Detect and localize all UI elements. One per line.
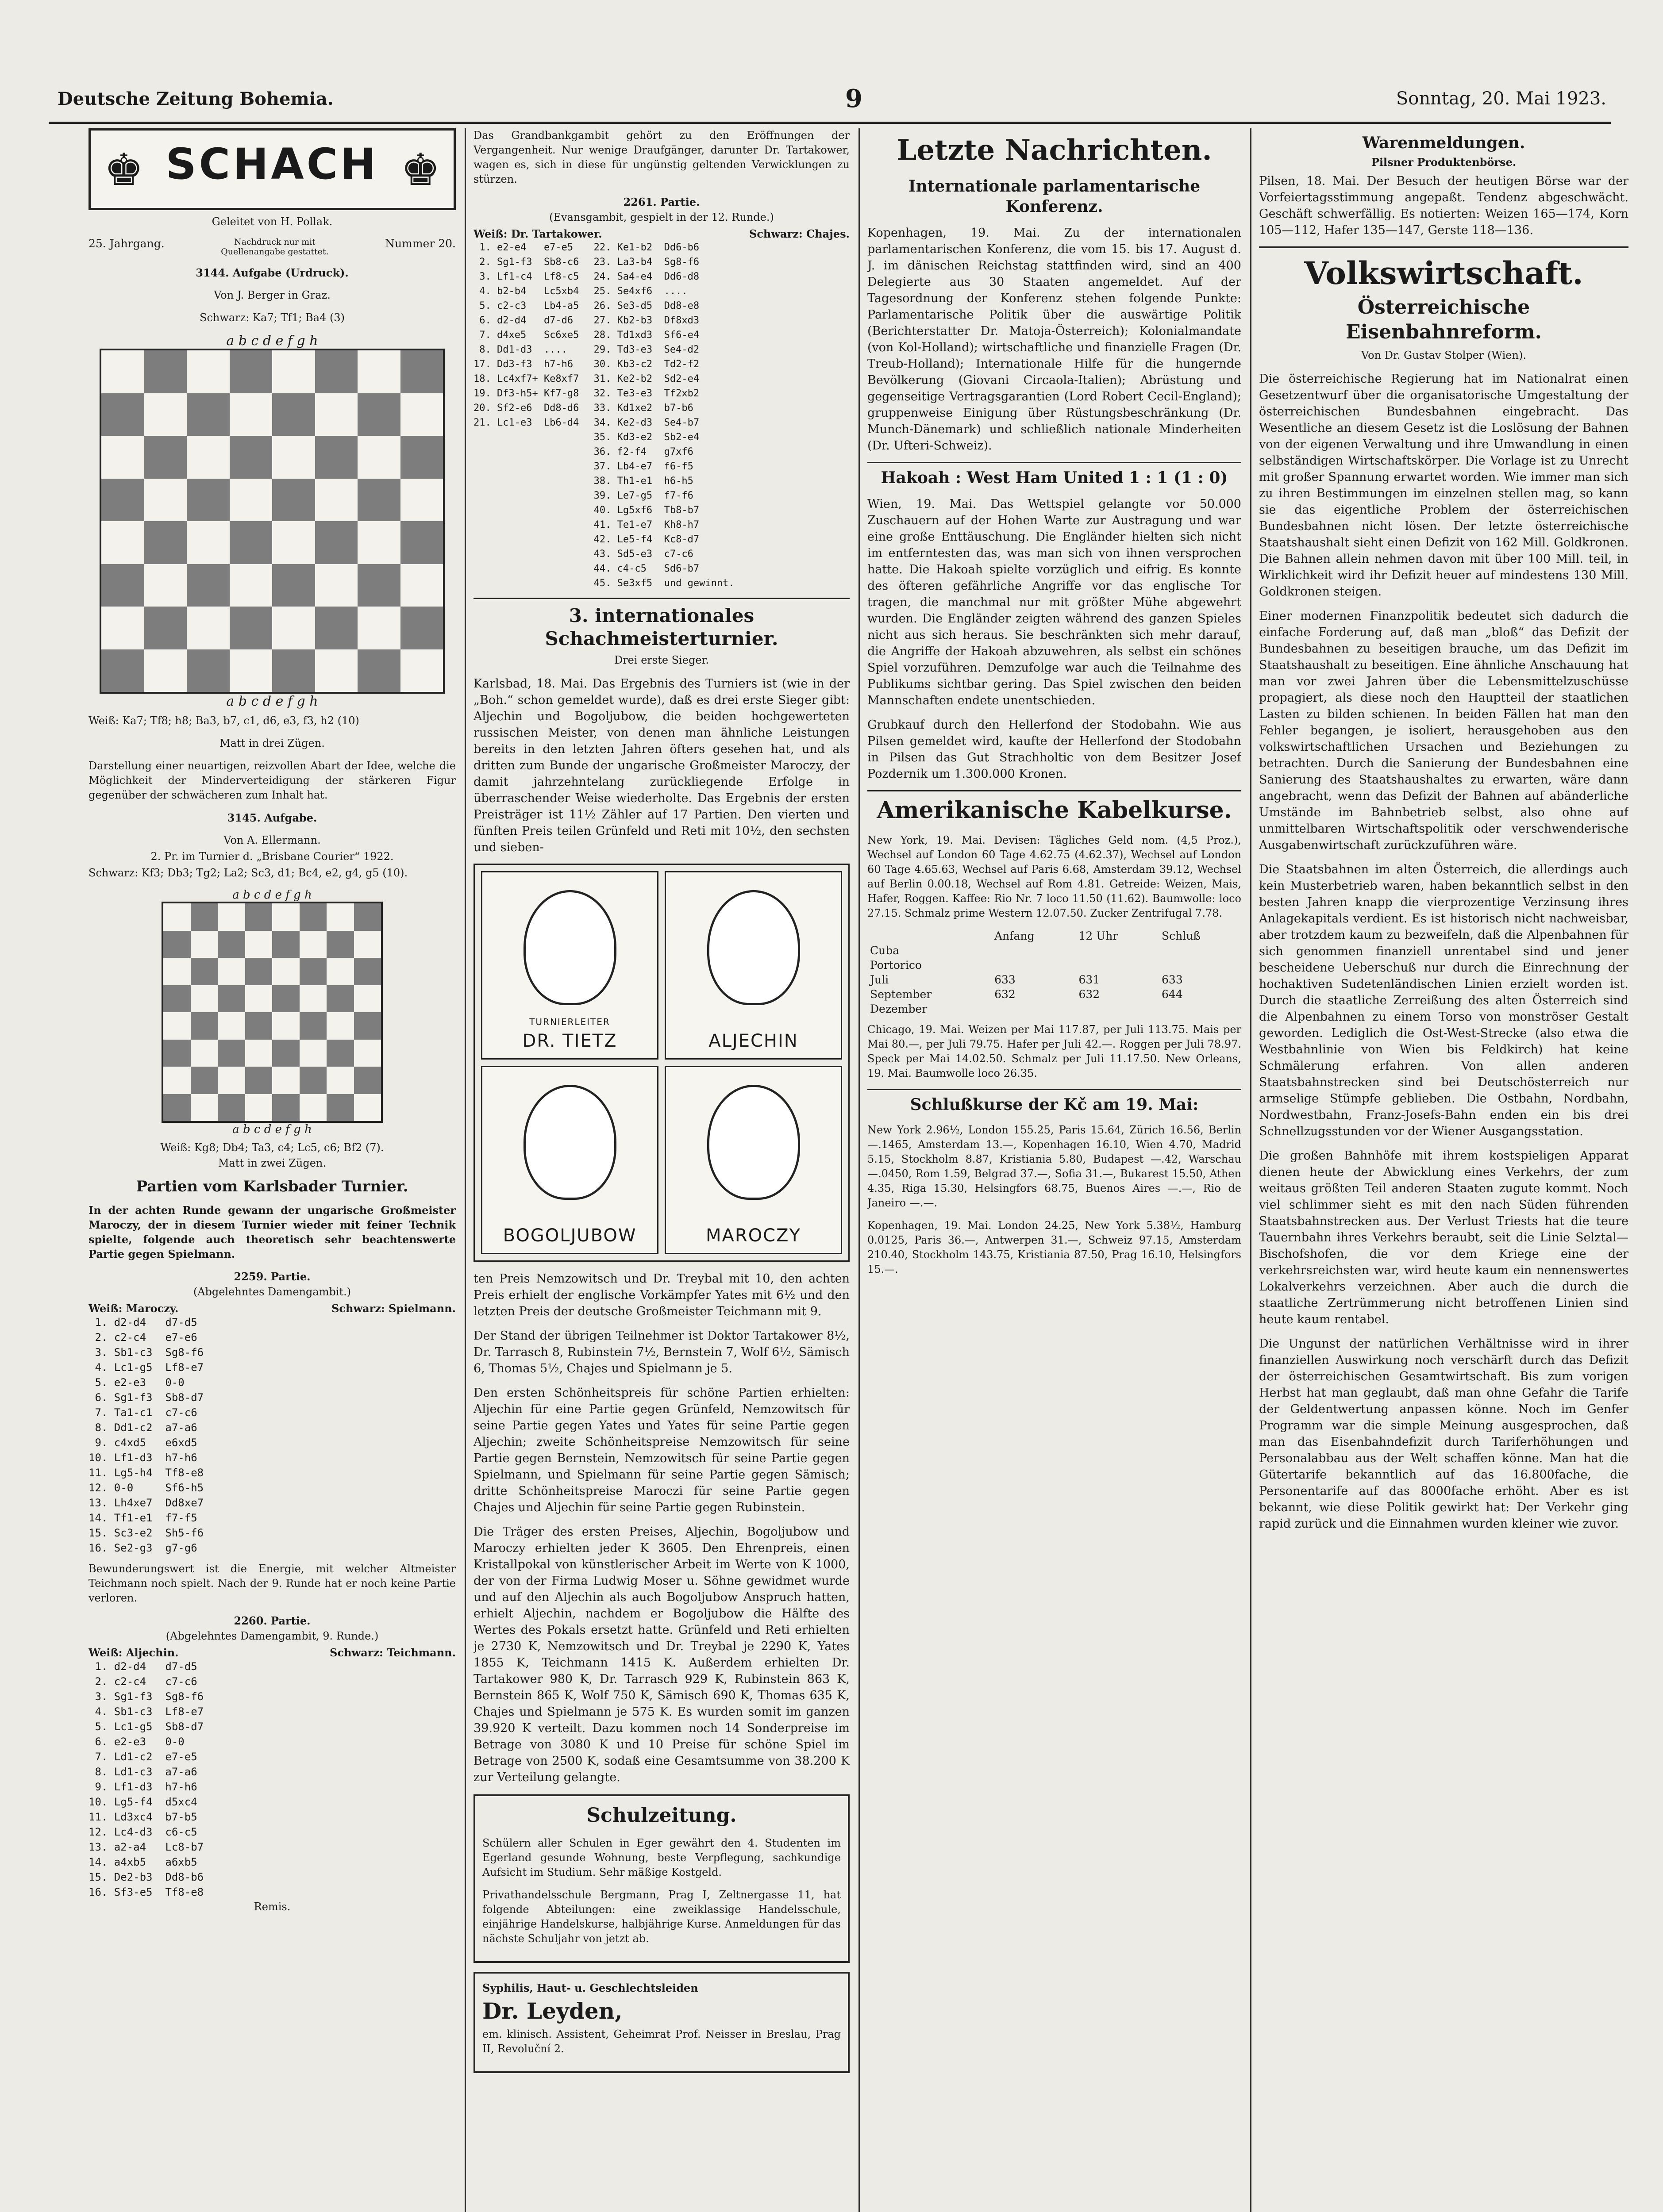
train-text: Grubkauf durch den Hellerfond der Stodobahn. Wie aus Pilsen gemeldet wird, kaufte der Hellerfond der Stodobahn in Pilsen das Gut Strachholtic von dem Besitzer Josef Pozdernik um 1.300.000 Kronen. [867,718,1241,781]
problem-title: 3145. Aufgabe. [227,811,317,824]
reprint-note: Nachdruck nur mit Quellenangabe gestattet. [221,237,329,257]
board-square [315,350,358,393]
article-text: Karlsbad, 18. Mai. Das Ergebnis des Turniers ist (wie in der „Boh.“ schon gemeldet wurde), daß es drei erste Sieger gibt: Aljechin und Bogoljubow, die beiden hochgewerteten russischen Meister, von denen man ähnliche Leistungen bereits in den letzten Jahren öfters gesehen hat, und als dritten zum Bunde der ungarische Großmeister Maroczy, der damit jahrzehntelang zurückliegende Erfolge in überraschender Weise wiederholte. Das Ergebnis der ersten Preisträger ist 11½ Zähler auf 17 Partien. Den vierten und fünften Preis teilen Grünfeld und Reti mit 10½, den sechsten und sieben- [473,677,850,854]
kopenhagen-text: Kopenhagen, 19. Mai. London 24.25, New York 5.38½, Hamburg 0.0125, Paris 36.—, Antwerpen 31.—, Schweiz 97.15, Amsterdam 210.40, Stockholm 143.75, Kristiania 87.50, Prag 16.10, Helsingfors 15.—. [867,1219,1241,1275]
board-square [245,985,273,1013]
board-square [272,1094,300,1121]
board-square [300,1094,327,1121]
board-square [354,1094,381,1121]
article-text: Der Stand der übrigen Teilnehmer ist Doktor Tartakower 8½, Dr. Tarrasch 8, Rubinstein 7½, Bernstein 7, Wolf 6½, Sämisch 6, Thomas 5½, Chajes und Spielmann je 5. [473,1329,850,1375]
board-square [400,521,443,564]
board-square [400,393,443,436]
chess-diagram-2 [162,888,383,1136]
caricature-bogoljubow [481,1066,658,1254]
board-square [315,521,358,564]
board-square [300,1040,327,1067]
karlsbad-article [473,598,850,856]
game-moves-columns [473,240,850,591]
board-square [230,436,273,479]
board-square [272,521,315,564]
board-square [230,607,273,649]
problem-title: 3144. Aufgabe (Urdruck). [196,266,349,279]
board-square [218,1012,245,1040]
board-square [187,436,230,479]
board-square [358,436,400,479]
board-files: a b c d e f g h [232,1123,312,1136]
economy-text: Die österreichische Regierung hat im Nationalrat einen Gesetzentwurf über die organisatorische Umgestaltung der österreichischen Bundesbahnen eingebracht. Das Wesentliche an diesem Gesetz ist die Loslösung der Bahnen von der eigenen Verwaltung und ihre Umwandlung in einen selbständigen Wirtschaftskörper. Die Vorlage ist zu Unrecht mit großer Spannung erwartet worden. Wie immer man sich zu ihren Bestimmungen im einzelnen stellen mag, so kann sie das eigentliche Problem der österreichischen Bundesbahnen nicht lösen. Der letzte österreichische Staatshaushalt sieht einen Defizit von 162 Mill. Goldkronen. Die Bahnen allein nehmen davon mit über 100 Mill. teil, in Wirklichkeit wird ihr Defizit heuer auf mindestens 130 Mill. Goldkronen steigen. [1259,372,1628,599]
board-square [144,479,187,522]
board-square [300,931,327,958]
game-result: Remis. [254,1901,291,1913]
table-row [867,987,1241,1002]
table-cell: 644 [1162,988,1183,1001]
board-square [272,436,315,479]
hakoah-text: Wien, 19. Mai. Das Wettspiel gelangte vor 50.000 Zuschauern auf der Hohen Warte zur Austragung und war eine große Enttäuschung. Die Engländer hielten sich nicht im entferntesten das, was man sich von ihnen versprochen hatte. Die Hakoah spielte vorzüglich und eifrig. Es konnte des öfteren gefährliche Angriffe vor das englische Tor tragen, die manchmal nur mit größter Mühe abgewehrt wurden. Die Engländer zeigten während des ganzen Spieles nicht aus sich heraus. Sie beschränkten sich mehr darauf, die Angriffe der Hakoah abzuwehren, als selbst ein schönes Spiel vorzuführen. Demzufolge war auch die Teilnahme des Publikums sichtbar gering. Das Spiel zwischen den beiden Mannschaften endete unentschieden. [867,497,1241,707]
board-square [245,1040,273,1067]
board-square [163,903,191,931]
article-text: ten Preis Nemzowitsch und Dr. Treybal mit 10, den achten Preis erhielt der englische Vorkämpfer Yates mit 6½ und den letzten Preis der deutsche Großmeister Teichmann mit 9. [473,1272,850,1318]
board-square [191,958,218,985]
economy-text: Die Staatsbahnen im alten Österreich, die allerdings auch kein Musterbetrieb waren, haben bekanntlich selbst in den besten Jahren knapp die vierprozentige Verzinsung ihres Anlagekapitals verdient. Es ist historisch nicht nachweisbar, aber trotzdem kaum zu bezweifeln, daß die Alpenbahnen für sich genommen finanziell unrentabel sind und jener bescheidene Ueberschuß nur durch die Einrechnung der hochaktiven Sudetenländischen Linien erzielt worden ist. Durch die staatliche Zerreißung des alten Österreich sind die Alpenbahnen zu einem Torso von monströser Gestalt geworden. Lediglich die Ost-West-Strecke (also etwa die Westbahnlinie von Wien bis Feldkirch) hat keine Schmälerung erfahren. Von allen anderen Staatsbahnstrecken sind bei Deutschösterreich nur armselige Stümpfe geblieben. Die Ostbahn, Nordbahn, Nordwestbahn, Franz-Josefs-Bahn enden ein bis drei Schnellzugsstunden vor der Wiener Ausgangsstation. [1259,863,1628,1138]
board-square [327,985,354,1013]
chess-column-2 [473,128,850,2212]
board-square [315,436,358,479]
table-cell: 633 [1162,973,1183,986]
chess-logo: SCHACH [166,139,379,189]
black-player: Schwarz: Teichmann. [330,1646,456,1659]
board-square [230,521,273,564]
game-moves: 1. d2-d4 d7-d5 2. c2-c4 e7-e6 3. Sb1-c3 Sg8-f6 4. Lc1-g5 Lf8-e7 5. e2-e3 0-0 6. Sg1-f3 Sb8-d7 7. Ta1-c1 c7-c6 8. Dd1-c2 a7-a6 9. c4xd5 e6xd5 10. Lf1-d3 h7-h6 11. Lg5-h4 Tf8-e8 12. 0-0 Sf6-h5 13. Lh4xe7 Dd8xe7 14. Tf1-e1 f7-f5 15. Sc3-e2 Sh5-f6 16. Se2-g3 g7-g6 [89,1316,204,1554]
chess-diagram-1 [100,333,445,709]
caricature-face [707,890,800,1005]
caricature-name: MAROCZY [706,1225,801,1246]
caricature-face [524,890,616,1005]
kabel-text: Chicago, 19. Mai. Weizen per Mai 117.87, per Juli 113.75. Mais per Mai 80.—, per Juli 79.75. Hafer per Juli 42.—. Roggen per Juli 78.97. Speck per Mai 14.02.50. Schmalz per Juli 11.17.50. New Orleans, 19. Mai. Baumwolle loco 26.35. [867,1023,1241,1079]
column-rule [1250,128,1251,2212]
table-cell: September [870,988,932,1001]
game-opening: (Abgelehntes Damengambit, 9. Runde.) [166,1630,379,1642]
game-note: Bewunderungswert ist die Energie, mit welcher Altmeister Teichmann noch spielt. Nach der 9. Runde hat er noch keine Partie verloren. [89,1563,456,1604]
board-square [245,1012,273,1040]
board-square [191,931,218,958]
ad-name: Dr. Leyden, [482,1998,623,2024]
table-cell: Juli [870,973,889,986]
board-square [327,903,354,931]
board-square [230,564,273,607]
table-cell: 633 [994,973,1016,986]
school-text: Privathandelsschule Bergmann, Prag I, Zeltnergasse 11, hat folgende Abteilungen: eine zweiklassige Handelsschule, einjährige Handelskurse, halbjährige Kurse. Anmeldungen für das nächste Schuljahr von jetzt ab. [482,1889,841,1945]
game-opening: (Evansgambit, gespielt in der 12. Runde.) [549,211,774,223]
board-square [300,985,327,1013]
section-rule [1259,246,1628,248]
market-subtitle: Pilsner Produktenbörse. [1371,156,1517,169]
board-square [144,564,187,607]
caricature-tietz [481,871,658,1060]
table-row [867,958,1241,972]
table-cell [867,929,992,943]
market-text: Pilsen, 18. Mai. Der Besuch der heutigen Börse war der Vorfeiertagsstimmung angepaßt. Tendenz abgeschwächt. Geschäft schwerfällig. Es notierten: Weizen 165—174, Korn 105—112, Hafer 135—147, Gerste 118—136. [1259,174,1628,237]
board-square [327,958,354,985]
board-square [163,985,191,1013]
table-cell: Dezember [870,1002,928,1015]
table-cell: Portorico [870,959,922,972]
kabel-title: Amerikanische Kabelkurse. [867,790,1241,825]
board-square [327,1067,354,1094]
board-square [144,521,187,564]
table-cell: 632 [994,988,1016,1001]
chess-king-icon: ♚ [104,144,144,196]
board-square [144,649,187,692]
game-moves: 1. d2-d4 d7-d5 2. c2-c4 c7-c6 3. Sg1-f3 Sg8-f6 4. Sb1-c3 Lf8-e7 5. Lc1-g5 Sb8-d7 6. e2-e3 0-0 7. Ld1-c2 e7-e5 8. Ld1-c3 a7-a6 9. Lf1-d3 h7-h6 10. Lg5-f4 d5xc4 11. Ld3xc4 b7-b5 12. Lc4-d3 c6-c5 13. a2-a4 Lc8-b7 14. a4xb5 a6xb5 15. De2-b3 Dd8-b6 16. Sf3-e5 Tf8-e8 [89,1660,204,1898]
board-square [101,350,144,393]
problem-black-pieces: Schwarz: Kf3; Db3; Tg2; La2; Sc3, d1; Bc4, e2, g4, g5 (10). [89,867,408,879]
board-square [354,958,381,985]
table-cell: Cuba [870,944,900,957]
game-title: 2261. Partie. [623,196,700,208]
economy-text: Die Ungunst der natürlichen Verhältnisse wird in ihrer finanziellen Auswirkung noch verschärft durch das Defizit der österreichischen Gesamtwirtschaft. Bis zum vorigen Herbst hat man geglaubt, daß man ohne Gefahr die Tarife der Geldentwertung anpassen könne. Noch im Genfer Programm war die simple Meinung ausgesprochen, daß man das Eisenbahndefizit durch Tariferhöhungen und Personalabbau aus der Welt schaffen könne. Man hat die Gütertarife bekanntlich auf das 16.800fache, die Personentarife auf das 8000fache erhöht. Aber es ist bekannt, wie diese Politik gewirkt hat: Der Verkehr ging rapid zurück und die Einnahmen wurden kleiner wie zuvor. [1259,1337,1628,1531]
white-player: Weiß: Dr. Tartakower. [473,227,602,240]
school-box [473,1794,850,1963]
board-square [187,649,230,692]
board-square [230,649,273,692]
newspaper-name: Deutsche Zeitung Bohemia. [58,88,334,109]
board-square [327,1094,354,1121]
economy-subtitle: Österreichische Eisenbahnreform. [1346,296,1542,343]
board-square [400,436,443,479]
board-square [315,564,358,607]
table-row [867,943,1241,958]
problem-author: Von A. Ellermann. [223,834,321,846]
article-title: 3. internationales Schachmeisterturnier. [545,605,778,649]
board-square [191,1040,218,1067]
table-cell: 632 [1078,988,1100,1001]
board-square [101,607,144,649]
board-square [101,436,144,479]
caricature-aljechin [665,871,842,1060]
intro-text: Das Grandbankgambit gehört zu den Eröffnungen der Vergangenheit. Nur wenige Draufgänger, darunter Dr. Tartakower, wagen es, sich in diese für ungünstig geltenden Verwicklungen zu stürzen. [473,129,850,185]
board-square [272,607,315,649]
board-square [358,479,400,522]
caricature-caption: TURNIERLEITER [529,1017,610,1027]
board-square [354,1012,381,1040]
column-rule [858,128,860,2212]
chess-number: Nummer 20. [385,237,456,250]
board-square [358,649,400,692]
kabel-table [867,929,1241,1016]
board-square [272,1012,300,1040]
board-square [400,607,443,649]
caricature-face [524,1085,616,1200]
section-title: Partien vom Karlsbader Turnier. [136,1178,408,1195]
economy-title: Volkswirtschaft. [1304,255,1583,292]
board-square [272,649,315,692]
chess-editor: Geleitet von H. Pollak. [212,215,333,228]
board-square [245,931,273,958]
problem-task: Matt in zwei Zügen. [218,1157,327,1169]
board-square [101,393,144,436]
black-player: Schwarz: Spielmann. [331,1302,456,1315]
board-square [191,1067,218,1094]
board-square [191,1012,218,1040]
board-square [144,350,187,393]
board-square [358,564,400,607]
table-row [867,1002,1241,1016]
kabel-text: New York, 19. Mai. Devisen: Tägliches Geld nom. (4,5 Proz.), Wechsel auf London 60 Tage 4.62.75 (4.62.37), Wechsel auf London 60 Tage 4.65.63, Wechsel auf Paris 6.68, Amsterdam 39.12, Wechsel auf Berlin 0.00.18, Wechsel auf Rom 4.81. Getreide: Weizen, Mais, Hafer, Roggen. Kaffee: Rio Nr. 7 loco 11.50 (11.62). Baumwolle: loco 27.15. Schmalz prime Western 12.07.50. Zucker Zentrifugal 7.78. [867,834,1241,919]
board-square [144,607,187,649]
board-square [354,931,381,958]
white-player: Weiß: Aljechin. [89,1646,179,1659]
board-square [272,903,300,931]
board-square [272,1067,300,1094]
section-intro: In der achten Runde gewann der ungarische Großmeister Maroczy, der in diesem Turnier wieder mit feiner Technik spielte, folgende auch theoretisch sehr beachtenswerte Partie gegen Spielmann. [89,1204,456,1260]
board-square [230,479,273,522]
game-moves: 1. e2-e4 e7-e5 2. Sg1-f3 Sb8-c6 3. Lf1-c4 Lf8-c5 4. b2-b4 Lc5xb4 5. c2-c3 Lb4-a5 6. d2-d4 d7-d6 7. d4xe5 Sc6xe5 8. Dd1-d3 .... 17. Dd3-f3 h7-h6 18. Lc4xf7+ Ke8xf7 19. Df3-h5+ Kf7-g8 20. Sf2-e6 Dd8-d6 21. Lc1-e3 Lb6-d4 [473,242,579,428]
ad-line: em. klinisch. Assistent, Geheimrat Prof. Neisser in Breslau, Prag II, Revoluční 2. [482,2028,841,2055]
table-cell [992,958,1076,972]
board-square [187,393,230,436]
board-square [191,903,218,931]
board-square [358,350,400,393]
chess-column [89,128,456,2212]
chess-info-line [89,237,456,257]
hakoah-title: Hakoah : West Ham United 1 : 1 (1 : 0) [867,462,1241,488]
economy-author: Von Dr. Gustav Stolper (Wien). [1361,349,1526,361]
problem-author: Von J. Berger in Graz. [214,289,331,301]
page-number: 9 [845,84,862,113]
column-rule [465,128,466,2212]
board-square [358,607,400,649]
game-players [89,1302,456,1315]
board-square [101,564,144,607]
board-files: a b c d e f g h [232,888,312,902]
board-square [354,985,381,1013]
economy-column [1259,128,1628,2212]
board-square [163,1067,191,1094]
board-square [163,1040,191,1067]
board-square [218,1094,245,1121]
chess-volume: 25. Jahrgang. [89,237,165,250]
game-players [89,1646,456,1659]
board-square [245,903,273,931]
problem-task: Matt in drei Zügen. [219,737,325,749]
board-square [144,436,187,479]
board-square [187,607,230,649]
board-square [315,607,358,649]
table-cell [992,1002,1076,1016]
caricature-maroczy [665,1066,842,1254]
board-square [400,649,443,692]
table-cell: Schluß [1162,929,1201,942]
caricature-name: DR. TIETZ [522,1031,617,1051]
board-square [163,958,191,985]
black-player: Schwarz: Chajes. [749,227,850,240]
board-files: a b c d e f g h [226,333,318,349]
table-cell [1159,943,1241,958]
board-square [187,564,230,607]
article-text: Den ersten Schönheitspreis für schöne Partien erhielten: Aljechin für eine Partie gegen Grünfeld, Nemzowitsch für seine Partie gegen Yates und Yates für seine Partie gegen Aljechin; zweite Schönheitspreise Nemzowitsch für seine Partie gegen Bernstein, Nemzowitsch für seine Partie gegen Spielmann, und Spielmann für seine Partie gegen Sämisch; dritte Schönheitspreise Maroczi für seine Partie gegen Chajes und Aljechin für seine Partie gegen Rubinstein. [473,1386,850,1514]
schluss-title: Schlußkurse der Kč am 19. Mai: [867,1089,1241,1115]
board-square [187,521,230,564]
board-square [191,1094,218,1121]
news-column [867,128,1241,2212]
board-square [272,479,315,522]
board-square [400,564,443,607]
table-cell: Anfang [994,929,1035,942]
board-square [218,985,245,1013]
caricature-name: BOGOLJUBOW [503,1225,637,1246]
board-square [272,985,300,1013]
game-players [473,227,850,240]
board-square [163,1012,191,1040]
problem-white-pieces: Weiß: Kg8; Db4; Ta3, c4; Lc5, c6; Bf2 (7). [160,1141,384,1154]
table-cell: 12 Uhr [1078,929,1118,942]
game-title: 2259. Partie. [234,1270,311,1283]
school-text: Schülern aller Schulen in Eger gewährt den 4. Studenten im Egerland gesunde Wohnung, beste Verpflegung, sachkundige Aufsicht im Studium. Sehr mäßige Kostgeld. [482,1837,841,1878]
board-square [187,479,230,522]
game-title: 2260. Partie. [234,1614,311,1627]
board-square [230,350,273,393]
problem-black-pieces: Schwarz: Ka7; Tf1; Ba4 (3) [200,311,345,324]
table-cell [1076,943,1159,958]
problem-source: 2. Pr. im Turnier d. „Brisbane Courier“ 1922. [150,850,394,863]
problem-note: Darstellung einer neuartigen, reizvollen Abart der Idee, welche die Möglichkeit der Minderverteidigung der stärkeren Figur gegenüber der schwächeren zum Inhalt hat. [89,760,456,801]
board-square [245,1067,273,1094]
running-head [58,84,1606,119]
ad-line: Syphilis, Haut- u. Geschlechtsleiden [482,1982,698,1994]
board-square [272,564,315,607]
problem-white-pieces: Weiß: Ka7; Tf8; h8; Ba3, b7, c1, d6, e3, f3, h2 (10) [89,714,359,727]
board-square [191,985,218,1013]
news-subtitle: Internationale parlamentarische Konferenz. [908,177,1201,216]
board-square [300,903,327,931]
board-square [354,1040,381,1067]
caricature-face [707,1085,800,1200]
board-square [327,931,354,958]
economy-text: Einer modernen Finanzpolitik bedeutet sich dadurch die einfache Forderung auf, daß man „bloß“ das Defizit der Bundesbahnen zu beseitigen brauche, um das Defizit im Staatshaushalt zu beseitigen. Eine ähnliche Anschauung hat man vor zwei Jahren über die Lebensmittelzuschüsse propagiert, als diese noch den Hauptteil der staatlichen Lasten zu bilden schienen. In beiden Fällen hat man den Fehler begangen, je isoliert, herausgehoben aus den volkswirtschaftlichen Ursachen und Beziehungen zu betrachten. Durch die Sanierung der Bundesbahnen eine Sanierung des Staatshaushaltes zu erwarten, wäre dann angebracht, wenn das Defizit der Bahnen auf abänderliche Umstände im Bahnbetrieb selbst, also ohne auf unmittelbaren Wirtschaftspolitik oder verschwenderische Ausgabenwirtschaft zurückzuführen wäre. [1259,609,1628,852]
table-cell [1159,958,1241,972]
board-square [354,903,381,931]
board-square [400,479,443,522]
board-square [272,958,300,985]
board-square [358,521,400,564]
board-square [300,1067,327,1094]
board-square [218,1040,245,1067]
chess-header [89,128,456,210]
article-text: Die Träger des ersten Preises, Aljechin, Bogoljubow und Maroczy erhielten jeder K 3605. Den Ehrenpreis, einen Kristallpokal von künstlerischer Arbeit im Werte von K 1000, der von der Firma Ludwig Moser u. Söhne gewidmet wurde und auf den Aljechin als auch Bogoljubow Anspruch hatten, erhielt Aljechin, nachdem er Bogoljubow die Hälfte des Wertes des Pokals ersetzt hatte. Grünfeld und Reti erhielten je 2730 K, Nemzowitsch und Dr. Treybal je 2290 K, Yates 1855 K, Teichmann 1415 K. Außerdem erhielten Dr. Tartakower 980 K, Dr. Tarrasch 929 K, Rubinstein 863 K, Bernstein 865 K, Wolf 750 K, Sämisch 690 K, Thomas 635 K, Chajes und Spielmann je 575 K. Es wurden somit im ganzen 39.920 K verteilt. Dazu kommen noch 14 Sonderpreise im Betrage von 3080 K und 10 Preise für schöne Spiel im Betrage von 2500 K, sodaß eine Gesamtsumme von 38.200 K zur Verteilung gelangte. [473,1525,850,1784]
board-square [354,1067,381,1094]
board-square [218,931,245,958]
chess-board [100,349,445,694]
article-subtitle: Drei erste Sieger. [614,654,709,666]
news-title: Letzte Nachrichten. [897,134,1212,167]
board-square [163,931,191,958]
board-square [272,393,315,436]
board-square [101,649,144,692]
board-square [187,350,230,393]
chess-board [162,902,383,1123]
board-square [327,1040,354,1067]
issue-date: Sonntag, 20. Mai 1923. [1396,88,1606,109]
board-square [101,521,144,564]
table-cell [1159,1002,1241,1016]
table-cell [1076,1002,1159,1016]
caricature-name: ALJECHIN [708,1031,798,1051]
economy-text: Die großen Bahnhöfe mit ihrem kostspieligen Apparat dienen heute der Abwicklung eines Verkehrs, der zum weitaus größten Teil anderen Staaten zugute kommt. Noch viel schlimmer sieht es mit den nach Süden führenden Staatsbahnstrecken aus. Der Verlust Triests hat die teure Tauernbahn ihres Verkehrs beraubt, seit die Linie Selztal—Bischofshofen, die vor dem Kriege eine der verkehrsreichsten war, wird heute kaum ein nennenswertes Lokalverkehrs verzeichnen. Aber auch die durch die staatliche Zertrümmerung nicht betroffenen Linien sind heute kaum rentabel. [1259,1149,1628,1326]
white-player: Weiß: Maroczy. [89,1302,179,1315]
table-cell [992,943,1076,958]
board-square [272,1040,300,1067]
market-title: Warenmeldungen. [1362,134,1525,152]
board-square [163,1094,191,1121]
board-square [218,903,245,931]
game-opening: (Abgelehntes Damengambit.) [193,1286,351,1298]
board-square [400,350,443,393]
board-square [245,1094,273,1121]
news-text: Kopenhagen, 19. Mai. Zu der internationalen parlamentarischen Konferenz, die vom 15. bis 17. August d. J. im dänischen Reichstag stattfinden wird, sind an 400 Delegierte aus 30 Staaten angemeldet. Auf der Tagesordnung der Konferenz stehen folgende Punkte: Parlamentarische Politik über die auswärtige Politik (Berichterstatter Dr. Matoja-Österreich); Kolonialmandate (von Kol-Holland); wirtschaftliche und finanzielle Fragen (Dr. Treub-Holland); Internationale Hilfe für die hungernde Bevölkerung (Giovani Circaola-Italien); Abrüstung und gegenseitige Vertragsgarantien (Lord Robert Cecil-England); gruppenweise Einigung über Rüstungsbeschränkung (Dr. Munch-Dänemark) und schließlich nationale Minderheiten (Dr. Ufteri-Schweiz). [867,226,1241,453]
table-row [867,972,1241,987]
board-square [300,1012,327,1040]
school-title: Schulzeitung. [586,1804,737,1827]
board-square [218,958,245,985]
board-square [315,393,358,436]
board-square [272,350,315,393]
board-square [272,931,300,958]
table-header-row [867,929,1241,943]
board-square [144,393,187,436]
head-rule [49,122,1611,124]
table-cell [1076,958,1159,972]
ad-box [473,1972,850,2073]
table-cell: 631 [1078,973,1100,986]
board-square [315,479,358,522]
board-square [300,958,327,985]
game-moves-continued: 22. Ke1-b2 Dd6-b6 23. La3-b4 Sg8-f6 24. Sa4-e4 Dd6-d8 25. Se4xf6 .... 26. Se3-d5 Dd8-e8 27. Kb2-b3 Df8xd3 28. Td1xd3 Sf6-e4 29. Td3-e3 Se4-d2 30. Kb3-c2 Td2-f2 31. Ke2-b2 Sd2-e4 32. Te3-e3 Tf2xb2 33. Kd1xe2 b7-b6 34. Ke2-d3 Se4-b7 35. Kd3-e2 Sb2-e4 36. f2-f4 g7xf6 37. Lb4-e7 f6-f5 38. Th1-e1 h6-h5 39. Le7-g5 f7-f6 40. Lg5xf6 Tb8-b7 41. Te1-e7 Kh8-h7 42. Le5-f4 Kc8-d7 43. Sd5-e3 c7-c6 44. c4-c5 Sd6-b7 45. Se3xf5 und gewinnt. [593,242,735,589]
board-square [358,393,400,436]
board-square [327,1012,354,1040]
board-square [101,479,144,522]
board-square [230,393,273,436]
caricature-illustration [473,864,850,1262]
board-files: a b c d e f g h [226,694,318,709]
board-square [315,649,358,692]
board-square [245,958,273,985]
chess-king-icon: ♚ [400,144,440,196]
board-square [218,1067,245,1094]
schluss-text: New York 2.96½, London 155.25, Paris 15.64, Zürich 16.56, Berlin —.1465, Amsterdam 13.—, Kopenhagen 16.10, Wien 4.70, Madrid 5.15, Stockholm 8.87, Kristiania 5.80, Budapest —.42, Warschau —.0450, Rom 1.59, Belgrad 37.—, Sofia 31.—, Bukarest 15.50, Athen 4.35, Riga 15.30, Helsingfors 68.75, Buenos Aires —.—, Rio de Janeiro —.—. [867,1124,1241,1209]
